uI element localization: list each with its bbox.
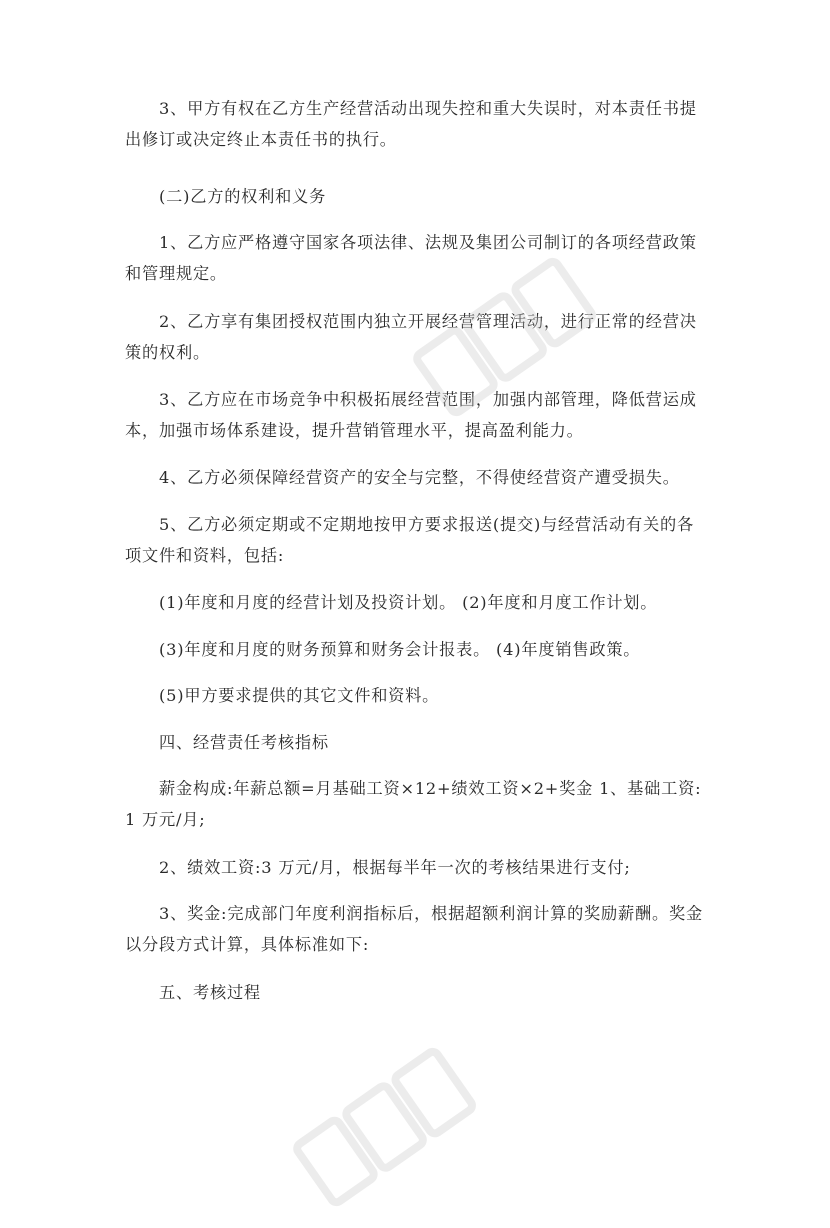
paragraph-party-b-item-3: 3、乙方应在市场竞争中积极拓展经营范围，加强内部管理，降低营运成本，加强市场体系建设，提升营销管理水平，提高盈利能力。 <box>125 390 697 440</box>
paragraph-party-b-item-1: 1、乙方应严格遵守国家各项法律、法规及集团公司制订的各项经营政策和管理规定。 <box>125 233 697 283</box>
paragraph-party-b-item-5: 5、乙方必须定期或不定期地按甲方要求报送(提交)与经营活动有关的各项文件和资料，包括: <box>125 515 694 565</box>
list-item-docs-5: (5)甲方要求提供的其它文件和资料。 <box>159 686 440 705</box>
paragraph-party-a-right-3: 3、甲方有权在乙方生产经营活动出现失控和重大失误时，对本责任书提出修订或决定终止本责任书的执行。 <box>125 99 697 149</box>
list-item-docs-1-2: (1)年度和月度的经营计划及投资计划。 (2)年度和月度工作计划。 <box>159 593 658 612</box>
paragraph-salary-structure: 薪金构成:年薪总额=月基础工资×12+绩效工资×2+奖金 1、基础工资:1 万元/月; <box>125 779 702 829</box>
section-heading-assessment-indicators: 四、经营责任考核指标 <box>159 733 329 752</box>
section-heading-assessment-process: 五、考核过程 <box>159 983 261 1002</box>
paragraph-performance-pay: 2、绩效工资:3 万元/月，根据每半年一次的考核结果进行支付; <box>159 858 631 877</box>
watermark-mark-bottom <box>286 1038 494 1228</box>
paragraph-party-b-item-2: 2、乙方享有集团授权范围内独立开展经营管理活动，进行正常的经营决策的权利。 <box>125 312 697 362</box>
section-heading-party-b-rights: (二)乙方的权利和义务 <box>159 187 327 206</box>
list-item-docs-3-4: (3)年度和月度的财务预算和财务会计报表。 (4)年度销售政策。 <box>159 640 641 659</box>
watermark-graphic-bottom <box>286 1038 485 1215</box>
paragraph-bonus: 3、奖金:完成部门年度利润指标后，根据超额利润计算的奖励薪酬。奖金以分段方式计算，具体标准如下: <box>125 904 703 954</box>
paragraph-party-b-item-4: 4、乙方必须保障经营资产的安全与完整，不得使经营资产遭受损失。 <box>159 468 680 487</box>
